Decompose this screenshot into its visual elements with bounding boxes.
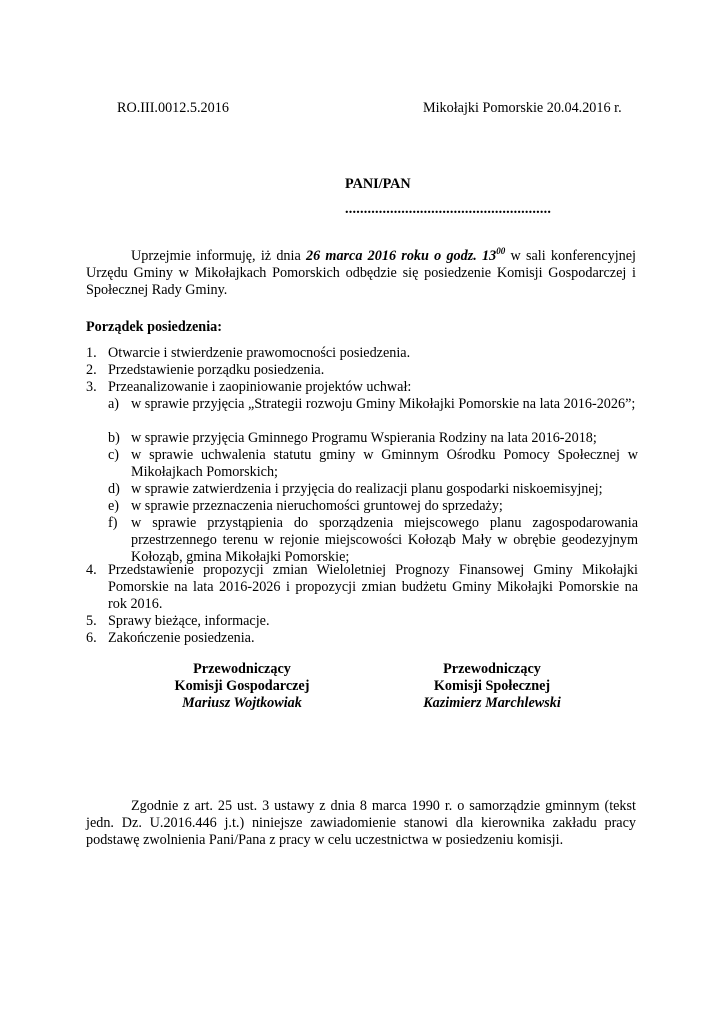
recipient-title: PANI/PAN xyxy=(345,176,411,192)
agenda-item-text: Sprawy bieżące, informacje. xyxy=(108,613,270,629)
meeting-date-time: 26 marca 2016 roku o godz. $13^{00}$ xyxy=(305,246,506,264)
signature-block-left xyxy=(117,661,367,712)
agenda-item-text: Przedstawienie propozycji zmian Wieloletniej Prognozy Finansowej Gminy Mikołajki Pomorskie na lata 2016-2026 i propozycji zmian budżetu Gminy Mikołajki Pomorskie na rok 2016. xyxy=(108,562,638,612)
agenda-subitem-text: w sprawie przyjęcia Gminnego Programu Wspierania Rodziny na lata 2016-2018; xyxy=(131,430,597,446)
agenda-subitem-letter: e) xyxy=(108,498,120,514)
meeting-time-minutes: 00 xyxy=(496,246,506,256)
signature-name: Kazimierz Marchlewski xyxy=(423,695,561,711)
legal-note-paragraph xyxy=(86,798,636,849)
agenda-subitem-letter: f) xyxy=(108,515,118,531)
agenda-item-text: Przedstawienie porządku posiedzenia. xyxy=(108,362,325,378)
signature-committee: Komisji Gospodarczej xyxy=(174,678,310,694)
agenda-title: Porządek posiedzenia: xyxy=(86,319,222,335)
document-reference-number: RO.III.0012.5.2016 xyxy=(117,100,229,116)
agenda-item-text: Przeanalizowanie i zaopiniowanie projektów uchwał: xyxy=(108,379,412,395)
agenda-subitem-letter: c) xyxy=(108,447,120,463)
agenda-subitem-letter: d) xyxy=(108,481,120,497)
agenda-item-text: Zakończenie posiedzenia. xyxy=(108,630,255,646)
agenda-item-number: 1. xyxy=(86,345,97,361)
agenda-subitem-letter: b) xyxy=(108,430,120,446)
agenda-item-number: 6. xyxy=(86,630,97,646)
signature-block-right xyxy=(367,661,617,712)
signature-role: Przewodniczący xyxy=(193,661,291,677)
signature-committee: Komisji Społecznej xyxy=(433,678,551,694)
legal-note-text: Zgodnie z art. 25 ust. 3 ustawy z dnia 8 marca 1990 r. o samorządzie gminnym (tekst jedn. Dz. U.2016.446 j.t.) niniejsze zawiadomienie stanowi dla kierownika zakładu pracy podstawę zwolnienia Pani/Pana z pracy w celu uczestnictwa w posiedzeniu komisji. xyxy=(86,798,636,848)
agenda-subitem-letter: a) xyxy=(108,396,120,412)
agenda-item-number: 3. xyxy=(86,379,97,395)
intro-paragraph xyxy=(86,248,636,299)
signature-role: Przewodniczący xyxy=(443,661,541,677)
agenda-item-text: Otwarcie i stwierdzenie prawomocności posiedzenia. xyxy=(108,345,411,361)
signature-name: Mariusz Wojtkowiak xyxy=(182,695,302,711)
agenda-subitem-text: w sprawie przyjęcia „Strategii rozwoju Gminy Mikołajki Pomorskie na lata 2016-2026”; xyxy=(131,396,636,412)
agenda-item-number: 5. xyxy=(86,613,97,629)
intro-text-start: Uprzejmie informuję, iż dnia xyxy=(131,248,306,264)
intro-text-end: w sali konferencyjnej Urzędu Gminy w Mikołajkach Pomorskich odbędzie się posiedzenie Komisji Gospodarczej i Społecznej Rady Gminy. xyxy=(86,248,636,298)
agenda-subitem-text: w sprawie zatwierdzenia i przyjęcia do realizacji planu gospodarki niskoemisyjnej; xyxy=(131,481,603,497)
agenda-subitem-text: w sprawie przeznaczenia nieruchomości gruntowej do sprzedaży; xyxy=(131,498,503,514)
agenda-item-number: 2. xyxy=(86,362,97,378)
agenda-subitem-text: w sprawie przystąpienia do sporządzenia miejscowego planu zagospodarowania przestrzennego terenu w rejonie miejscowości Kołoząb Mały w obrębie geodezyjnym Kołoząb, gmina Mikołajki Pomorskie; xyxy=(131,515,638,565)
agenda-item-number: 4. xyxy=(86,562,97,578)
recipient-name-placeholder: ....................................................... xyxy=(345,201,552,217)
place-and-date: Mikołajki Pomorskie 20.04.2016 r. xyxy=(423,100,622,116)
agenda-subitem-text: w sprawie uchwalenia statutu gminy w Gminnym Ośrodku Pomocy Społecznej w Mikołajkach Pomorskich; xyxy=(131,447,638,480)
